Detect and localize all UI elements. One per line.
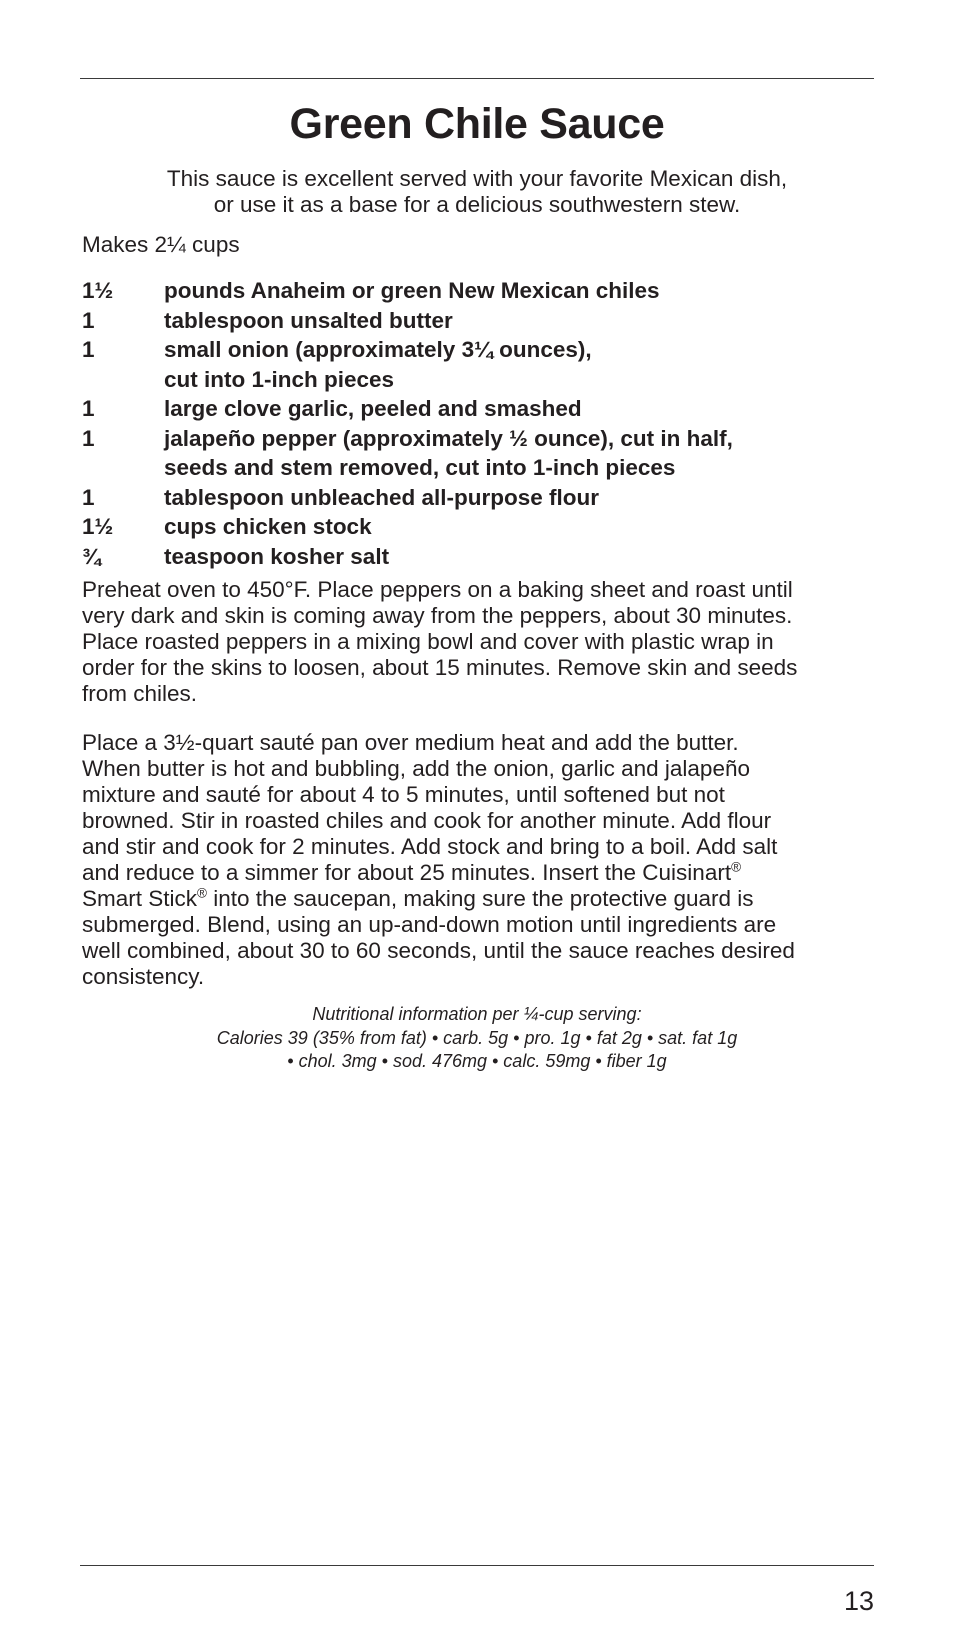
ingredient-description [164, 483, 599, 513]
ingredient-line: large clove garlic, peeled and smashed [164, 396, 582, 421]
ingredient-quantity: ¾ [82, 543, 101, 569]
ingredient-quantity: 1 [82, 396, 95, 421]
instruction-line: Preheat oven to 450°F. Place peppers on a baking sheet and roast until [82, 577, 793, 602]
recipe-yield: Makes 2¼ cups [82, 232, 240, 257]
instruction-line: order for the skins to loosen, about 15 minutes. Remove skin and seeds [82, 655, 798, 680]
ingredient-line: small onion (approximately 3¼ ounces), [164, 337, 592, 362]
ingredient-quantity: 1 [82, 337, 95, 362]
ingredient-item [82, 306, 872, 336]
ingredient-item [82, 542, 872, 572]
ingredient-description [164, 335, 592, 394]
nutrition-line: Nutritional information per ¼-cup serving: [312, 1004, 642, 1024]
instruction-line: Place roasted peppers in a mixing bowl and cover with plastic wrap in [82, 629, 774, 654]
ingredient-item [82, 483, 872, 513]
bottom-rule [80, 1565, 874, 1566]
instruction-line: When butter is hot and bubbling, add the onion, garlic and jalapeño [82, 756, 750, 781]
instruction-line: submerged. Blend, using an up-and-down motion until ingredients are [82, 912, 777, 937]
recipe-intro [80, 166, 874, 218]
nutrition-line: • chol. 3mg • sod. 476mg • calc. 59mg • fiber 1g [287, 1051, 667, 1071]
ingredient-list [82, 276, 872, 571]
ingredient-line: seeds and stem removed, cut into 1-inch pieces [164, 455, 676, 480]
instruction-line: Place a 3½-quart sauté pan over medium heat and add the butter. [82, 730, 739, 755]
recipe-title: Green Chile Sauce [289, 100, 665, 148]
ingredient-line: tablespoon unbleached all-purpose flour [164, 484, 600, 510]
ingredient-item [82, 512, 872, 542]
instruction-line: Smart Stick® into the saucepan, making sure the protective guard is [82, 885, 754, 911]
instruction-line: mixture and sauté for about 4 to 5 minutes, until softened but not [82, 782, 725, 807]
instruction-paragraph [82, 577, 874, 707]
nutrition-info [80, 1003, 874, 1074]
ingredient-line: teaspoon kosher salt [164, 543, 390, 569]
ingredient-line: cut into 1-inch pieces [164, 366, 395, 392]
intro-line: or use it as a base for a delicious southwestern stew. [213, 192, 741, 217]
ingredient-quantity: 1 [82, 425, 95, 451]
ingredient-description [164, 542, 389, 572]
ingredient-quantity: 1½ [82, 514, 114, 539]
ingredient-quantity: 1 [82, 307, 95, 333]
instruction-line: very dark and skin is coming away from the peppers, about 30 minutes. [82, 603, 793, 628]
ingredient-description [164, 276, 660, 306]
ingredient-line: jalapeño pepper (approximately ½ ounce), cut in half, [164, 425, 733, 451]
instruction-line: and stir and cook for 2 minutes. Add stock and bring to a boil. Add salt [82, 834, 778, 859]
ingredient-quantity: 1½ [82, 278, 114, 303]
instruction-paragraph [82, 730, 874, 990]
ingredient-description [164, 424, 733, 483]
ingredient-description [164, 306, 453, 336]
top-rule [80, 78, 874, 79]
ingredient-item [82, 276, 872, 306]
ingredient-item [82, 394, 872, 424]
instruction-line: browned. Stir in roasted chiles and cook for another minute. Add flour [82, 808, 772, 833]
ingredient-item [82, 424, 872, 483]
intro-line: This sauce is excellent served with your favorite Mexican dish, [166, 166, 788, 191]
instruction-line: and reduce to a simmer for about 25 minutes. Insert the Cuisinart® [82, 859, 742, 885]
instruction-line: consistency. [82, 964, 205, 989]
ingredient-line: pounds Anaheim or green New Mexican chiles [164, 278, 660, 303]
page-number: 13 [843, 1586, 874, 1616]
instruction-line: well combined, about 30 to 60 seconds, until the sauce reaches desired [82, 938, 795, 963]
ingredient-line: cups chicken stock [164, 514, 372, 539]
instruction-line: from chiles. [82, 681, 198, 706]
ingredient-item [82, 335, 872, 394]
ingredient-quantity: 1 [82, 484, 95, 510]
ingredient-description [164, 512, 372, 542]
ingredient-description [164, 394, 582, 424]
ingredient-line: tablespoon unsalted butter [164, 307, 453, 333]
nutrition-line: Calories 39 (35% from fat) • carb. 5g • pro. 1g • fat 2g • sat. fat 1g [216, 1027, 738, 1048]
